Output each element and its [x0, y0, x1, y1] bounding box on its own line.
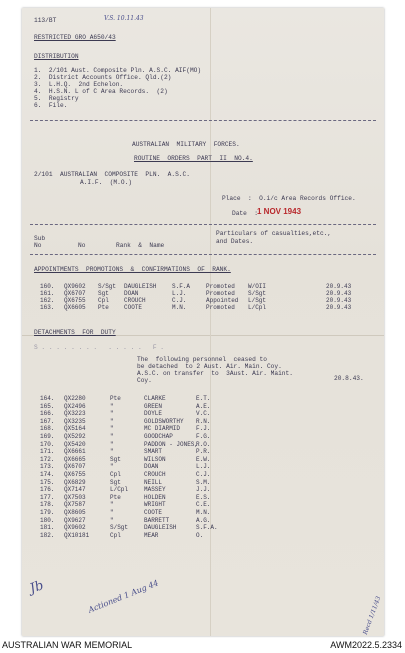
cell-rank: " — [110, 410, 114, 418]
cell-initials: E.T. — [196, 395, 211, 402]
cell-rank: S/Sgt — [110, 524, 129, 532]
table-row — [40, 425, 360, 432]
cell-name: NEILL — [144, 478, 163, 486]
cell-date: 20.9.43 — [326, 297, 352, 304]
cell-sub: 173. — [40, 463, 55, 471]
cell-number: QX7503 — [64, 493, 86, 501]
cell-sub: 178. — [40, 501, 55, 509]
table-row — [40, 283, 360, 290]
cell-number: QX9627 — [64, 516, 86, 524]
cell-initials: R.N. — [196, 417, 211, 425]
place-line: Place : O.i/c Area Records Office. — [222, 195, 356, 202]
cell-date: 20.9.43 — [326, 290, 352, 297]
table-row — [40, 448, 360, 455]
cell-initials: C.J. — [172, 297, 187, 304]
cell-rank: Sgt — [98, 290, 109, 297]
table-row — [40, 463, 360, 470]
cell-initials: C.J. — [196, 471, 211, 478]
cell-sub: 166. — [40, 410, 55, 418]
cell-sub: 170. — [40, 440, 55, 448]
cell-number: QX9602 — [64, 283, 86, 290]
column-sub: Sub — [34, 235, 46, 242]
detachment-text: be detached to 2 Aust. Air. Main. Coy. — [137, 363, 282, 370]
cell-number: QX7147 — [64, 486, 86, 494]
cell-new-rank: L/Sgt — [248, 297, 267, 304]
cell-initials: S.M. — [196, 478, 211, 486]
cell-number: QX5164 — [64, 425, 86, 433]
cell-rank: Pte — [110, 395, 121, 402]
column-rank-name: Rank & Name — [116, 242, 165, 249]
cell-sub: 171. — [40, 448, 55, 456]
cell-number: QX6755 — [64, 471, 86, 478]
cell-rank: Pte — [98, 304, 109, 311]
table-row — [40, 290, 360, 297]
cell-new-rank: L/Cpl — [248, 304, 267, 311]
cell-initials: F.J. — [196, 425, 211, 433]
cell-initials: V.C. — [196, 410, 211, 418]
cell-name: DOAN — [144, 463, 159, 471]
cell-rank: S/Sgt — [98, 283, 117, 290]
cell-date: 20.9.43 — [326, 304, 352, 311]
cell-name: PADDON - JONES, — [144, 440, 199, 448]
table-row — [40, 479, 360, 486]
distribution-item: 2. District Accounts Office. Qld.(2) — [34, 74, 172, 81]
cell-sub: 179. — [40, 509, 55, 516]
cell-name: WRIGHT — [144, 501, 166, 509]
cell-sub: 176. — [40, 486, 55, 494]
column-particulars: Particulars of casualties,etc., — [216, 230, 332, 237]
cell-sub: 180. — [40, 516, 55, 524]
cell-name: WILSON — [144, 455, 166, 463]
cell-sub: 165. — [40, 402, 55, 410]
appointments-title: APPOINTMENTS PROMOTIONS & CONFIRMATIONS OF RANK. — [34, 266, 231, 273]
cell-name: GOLDSWORTHY — [144, 417, 184, 425]
cell-initials: A.E. — [196, 402, 211, 410]
cell-number: QX9602 — [64, 524, 86, 532]
cell-sub: 167. — [40, 417, 55, 425]
cell-name: SMART — [144, 448, 163, 456]
cell-rank: " — [110, 463, 114, 471]
cell-event: Promoted — [206, 283, 235, 290]
table-row — [40, 532, 360, 539]
distribution-item: 4. H.S.N. L of C Area Records. (2) — [34, 88, 168, 95]
cell-rank: Cpl — [110, 471, 121, 478]
cell-initials: J.J. — [196, 486, 211, 494]
cell-name: MASSEY — [144, 486, 166, 494]
cell-name: COOTE — [124, 304, 143, 311]
cell-sub: 181. — [40, 524, 55, 532]
forces-heading: AUSTRALIAN MILITARY FORCES. — [132, 141, 240, 148]
cell-new-rank: S/Sgt — [248, 290, 267, 297]
table-row — [40, 418, 360, 425]
handwritten-initials: Jb — [28, 578, 46, 597]
cell-name: GREEN — [144, 402, 163, 410]
cell-rank: " — [110, 417, 114, 425]
footer-credit: AUSTRALIAN WAR MEMORIAL — [2, 640, 133, 650]
distribution-item: 3. L.H.Q. 2nd Echelon. — [34, 81, 124, 88]
table-row — [40, 486, 360, 493]
cell-sub: 163. — [40, 304, 55, 311]
cell-initials: A.G. — [196, 516, 211, 524]
cell-rank: " — [110, 516, 114, 524]
table-row — [40, 501, 360, 508]
cell-name: COOTE — [144, 509, 163, 516]
cell-number: QX8605 — [64, 509, 86, 516]
cell-rank: " — [110, 433, 114, 440]
column-particulars: and Dates. — [216, 238, 254, 245]
cell-number: QX10181 — [64, 531, 90, 539]
cell-sub: 174. — [40, 471, 55, 478]
cell-sub: 175. — [40, 478, 55, 486]
table-row — [40, 494, 360, 501]
cell-name: DOAN — [124, 290, 139, 297]
cell-initials: L.J. — [172, 290, 187, 297]
cell-sub: 162. — [40, 297, 55, 304]
cell-date: 20.9.43 — [326, 283, 352, 290]
detachments-title: DETACHMENTS FOR DUTY — [34, 329, 116, 336]
cell-sub: 177. — [40, 493, 55, 501]
cell-name: DAUGLEISH — [144, 524, 177, 532]
table-row — [40, 433, 360, 440]
cell-number: QX6707 — [64, 463, 86, 471]
document-paper — [22, 8, 384, 636]
cell-number: QX6755 — [64, 297, 86, 304]
cell-name: GOODCHAP — [144, 433, 173, 440]
cell-sub: 164. — [40, 395, 55, 402]
cell-rank: " — [110, 501, 114, 509]
cell-number: QX2496 — [64, 402, 86, 410]
handwritten-signature: Actioned 1 Aug 44 — [87, 578, 160, 615]
cell-initials: E.W. — [196, 455, 211, 463]
cell-name: CLARKE — [144, 395, 166, 402]
cell-name: CROUCH — [124, 297, 146, 304]
cell-initials: M.N. — [172, 304, 187, 311]
table-row — [40, 410, 360, 417]
distribution-item: 5. Registry — [34, 95, 79, 102]
cell-initials: R.O. — [196, 440, 211, 448]
cell-sub: 161. — [40, 290, 55, 297]
unit-name: 2/101 AUSTRALIAN COMPOSITE PLN. A.S.C. — [34, 171, 190, 178]
cell-initials: P.R. — [196, 448, 211, 456]
cell-sub: 169. — [40, 433, 55, 440]
cell-name: MEAR — [144, 531, 159, 539]
cell-event: Appointed — [206, 297, 239, 304]
cell-number: QX6665 — [64, 455, 86, 463]
column-no: No — [34, 242, 42, 249]
cell-new-rank: W/OII — [248, 283, 267, 290]
table-row — [40, 304, 360, 311]
divider — [30, 254, 376, 255]
cell-initials: L.J. — [196, 463, 211, 471]
table-row — [40, 471, 360, 478]
table-row — [40, 403, 360, 410]
cell-rank: " — [110, 448, 114, 456]
detachment-text: A.S.C. on transfer to 3Aust. Air. Maint. — [137, 370, 293, 377]
footer-accession: AWM2022.5.2334 — [330, 640, 402, 650]
cell-sub: 172. — [40, 455, 55, 463]
cell-number: QX3235 — [64, 417, 86, 425]
cell-rank: Sgt — [110, 478, 121, 486]
cell-rank: Cpl — [110, 531, 121, 539]
cell-number: QX6707 — [64, 290, 86, 297]
handwritten-reference: V.S. 10.11.43 — [104, 15, 144, 22]
cell-initials: S.F.A — [172, 283, 191, 290]
table-row — [40, 395, 360, 402]
cell-initials: F.G. — [196, 433, 211, 440]
table-row — [40, 456, 360, 463]
cell-name: HOLDEN — [144, 493, 166, 501]
fold-line — [210, 8, 211, 636]
cell-sub: 182. — [40, 531, 55, 539]
cell-initials: O. — [196, 531, 204, 539]
cell-rank: Cpl — [98, 297, 109, 304]
divider — [30, 224, 376, 225]
cell-rank: " — [110, 440, 114, 448]
column-no: No — [78, 242, 86, 249]
cell-number: QX7587 — [64, 501, 86, 509]
cell-number: QX3223 — [64, 410, 86, 418]
distribution-item: 6. File. — [34, 102, 68, 109]
detachment-text: The following personnel ceased to — [137, 356, 267, 363]
detachment-date: 20.8.43. — [334, 375, 364, 382]
date-label: Date : — [232, 210, 258, 217]
divider — [30, 120, 376, 121]
file-reference: 113/BT — [34, 17, 57, 24]
table-row — [40, 509, 360, 516]
orders-heading: ROUTINE ORDERS PART II NO.4. — [134, 155, 253, 162]
faint-line: S . . . . . . . . . . . . . F . — [34, 344, 164, 351]
cell-rank: Sgt — [110, 455, 121, 463]
table-row — [40, 441, 360, 448]
cell-rank: " — [110, 509, 114, 516]
cell-number: QX5420 — [64, 440, 86, 448]
cell-number: QX6605 — [64, 304, 86, 311]
cell-initials: E.S. — [196, 493, 211, 501]
table-row — [40, 524, 360, 531]
cell-name: CROUCH — [144, 471, 166, 478]
distribution-item: 1. 2/101 Aust. Composite Pln. A.S.C. AIF(MO) — [34, 67, 202, 74]
cell-sub: 160. — [40, 283, 55, 290]
cell-number: QX2280 — [64, 395, 86, 402]
cell-initials: C.E. — [196, 501, 211, 509]
cell-rank: " — [110, 425, 114, 433]
cell-name: DOYLE — [144, 410, 163, 418]
date-stamp: 1 NOV 1943 — [257, 207, 302, 216]
cell-number: QX6829 — [64, 478, 86, 486]
table-row — [40, 297, 360, 304]
restricted-heading: RESTRICTED GRO A650/43 — [34, 34, 116, 41]
cell-initials: M.N. — [196, 509, 211, 516]
archive-footer — [0, 638, 405, 653]
cell-sub: 168. — [40, 425, 55, 433]
cell-rank: " — [110, 402, 114, 410]
cell-name: BARRETT — [144, 516, 170, 524]
table-row — [40, 517, 360, 524]
cell-event: Promoted — [206, 290, 235, 297]
cell-rank: L/Cpl — [110, 486, 129, 494]
handwritten-note: Recd 1/11/43 — [361, 595, 383, 636]
cell-rank: Pte — [110, 493, 121, 501]
cell-name: DAUGLEISH — [124, 283, 157, 290]
unit-subtitle: A.I.F. (M.O.) — [80, 179, 132, 186]
distribution-title: DISTRIBUTION — [34, 53, 79, 60]
cell-number: QX5292 — [64, 433, 86, 440]
cell-number: QX6661 — [64, 448, 86, 456]
cell-event: Promoted — [206, 304, 235, 311]
cell-initials: S.F.A. — [196, 524, 218, 532]
detachment-text: Coy. — [137, 377, 152, 384]
cell-name: MC DIARMID — [144, 425, 181, 433]
